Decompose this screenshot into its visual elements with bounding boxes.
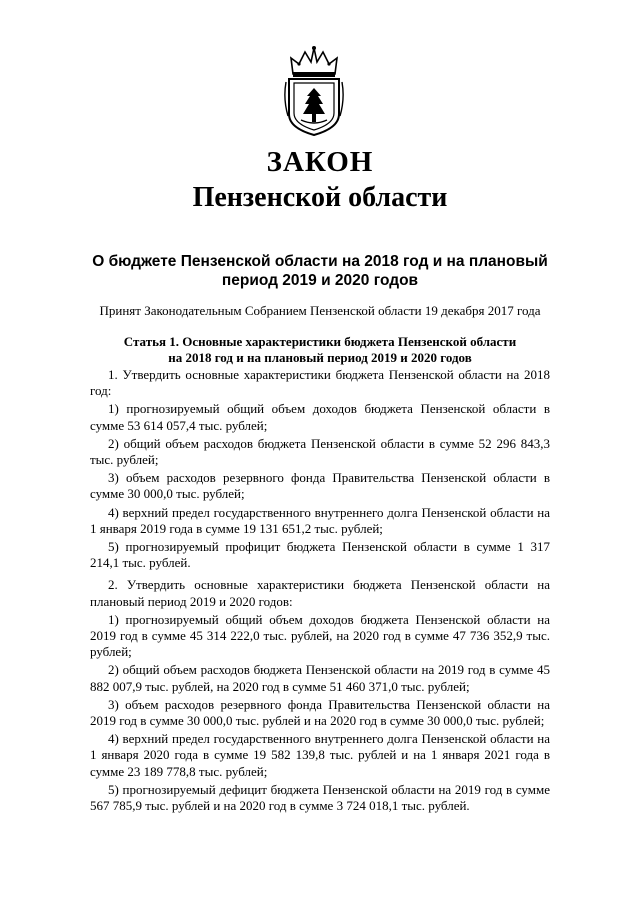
article-heading-line: Статья 1. Основные характеристики бюджета Пензенской области: [123, 334, 517, 349]
list-item: 5) прогнозируемый профицит бюджета Пензенской области в сумме 1 317 214,1 тыс. рублей.: [90, 539, 550, 571]
list-item: 3) объем расходов резервного фонда Правительства Пензенской области в сумме 30 000,0 тыс. рублей;: [90, 470, 550, 502]
document-type-title: ЗАКОН: [266, 146, 374, 178]
law-title: [90, 252, 550, 290]
list-item: 2) общий объем расходов бюджета Пензенской области в сумме 52 296 843,3 тыс. рублей;: [90, 435, 550, 468]
issuer-title: Пензенской области: [192, 182, 448, 213]
list-item: 5) прогнозируемый дефицит бюджета Пензенской области на 2019 год в сумме 567 785,9 тыс. рублей и на 2020 год в сумме 3 724 018,1 тыс. рублей.: [90, 781, 550, 814]
article-heading: [90, 334, 550, 366]
adoption-statement: Принят Законодательным Собранием Пензенской области 19 декабря 2017 года: [99, 303, 541, 318]
list-item: 3) объем расходов резервного фонда Правительства Пензенской области на 2019 год в сумме 30 000,0 тыс. рублей и на 2020 год в сумме 30 000,0 тыс. рублей;: [90, 696, 550, 729]
law-title-line: О бюджете Пензенской области на 2018 год и на плановый: [92, 253, 548, 270]
paragraph: 1. Утвердить основные характеристики бюджета Пензенской области на 2018 год:: [90, 367, 550, 399]
list-item: 4) верхний предел государственного внутреннего долга Пензенской области на 1 января 2019 года в сумме 19 131 651,2 тыс. рублей;: [90, 504, 550, 536]
list-item: 2) общий объем расходов бюджета Пензенской области на 2019 год в сумме 45 882 007,9 тыс. рублей, на 2020 год в сумме 51 460 371,0 тыс. рублей;: [90, 662, 550, 694]
law-title-line: период 2019 и 2020 годов: [221, 272, 419, 289]
list-item: 1) прогнозируемый общий объем доходов бюджета Пензенской области в сумме 53 614 057,4 тыс. рублей;: [90, 401, 550, 433]
list-item: 1) прогнозируемый общий объем доходов бюджета Пензенской области на 2019 год в сумме 45 314 222,0 тыс. рублей, на 2020 год в сумме 47 736 352,9 тыс. рублей;: [90, 611, 550, 660]
article-body: [90, 367, 550, 816]
list-item: 4) верхний предел государственного внутреннего долга Пензенской области на 1 января 2020 года в сумме 19 582 139,8 тыс. рублей и на 1 января 2021 года в сумме 23 189 778,8 тыс. рублей;: [90, 731, 550, 779]
paragraph: 2. Утвердить основные характеристики бюджета Пензенской области на плановый период 2019 и 2020 годов:: [90, 577, 550, 609]
penza-coat-of-arms-icon: [283, 44, 345, 137]
article-heading-line: на 2018 год и на плановый период 2019 и 2020 годов: [168, 350, 472, 365]
